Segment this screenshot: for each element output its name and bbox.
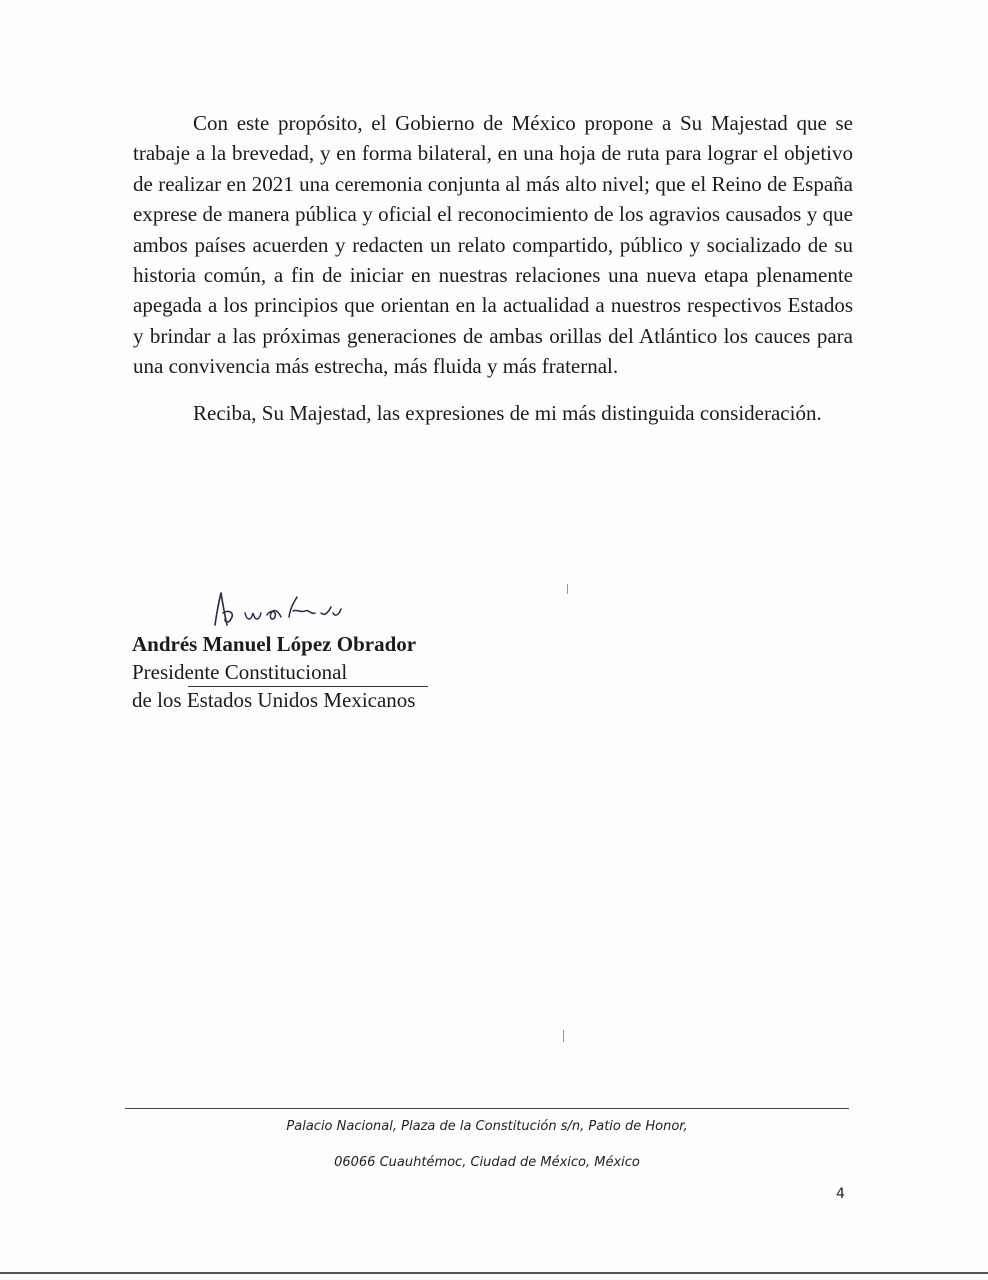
paragraph-proposal: Con este propósito, el Gobierno de México propone a Su Majestad que se trabaje a la brevedad, y en forma bilateral, en una hoja de ruta para lograr el objetivo de realizar en 2021 una ceremonia conjunta al más alto nivel; que el Reino de España exprese de manera pública y oficial el reconocimiento de los agravios causados y que ambos países acuerden y redacten un relato compartido, público y socializado de su historia común, a fin de iniciar en nuestras relaciones una nueva etapa plenamente apegada a los principios que orientan en la actualidad a nuestros respectivos Estados y brindar a las próximas generaciones de ambas orillas del Atlántico los cauces para una convivencia más estrecha, más fluida y más fraternal. xyxy=(133,111,853,379)
footer-divider xyxy=(125,1108,849,1109)
letter-body xyxy=(133,108,853,428)
signatory-country: de los Estados Unidos Mexicanos xyxy=(132,688,416,712)
paragraph-closing: Reciba, Su Majestad, las expresiones de mi más distinguida consideración. xyxy=(193,400,822,425)
footer-address-line1: Palacio Nacional, Plaza de la Constitución s/n, Patio de Honor, xyxy=(286,1119,688,1134)
scan-speck xyxy=(563,1030,564,1042)
signatory-name: Andrés Manuel López Obrador xyxy=(132,632,417,656)
scan-speck xyxy=(567,584,568,594)
signature-underline xyxy=(188,686,428,687)
signature-block xyxy=(132,630,416,714)
signatory-title: Presidente Constitucional xyxy=(132,660,348,684)
footer-address-line2: 06066 Cuauhtémoc, Ciudad de México, México xyxy=(334,1155,640,1170)
page-number: 4 xyxy=(836,1186,845,1202)
scan-bottom-edge xyxy=(0,1272,988,1274)
